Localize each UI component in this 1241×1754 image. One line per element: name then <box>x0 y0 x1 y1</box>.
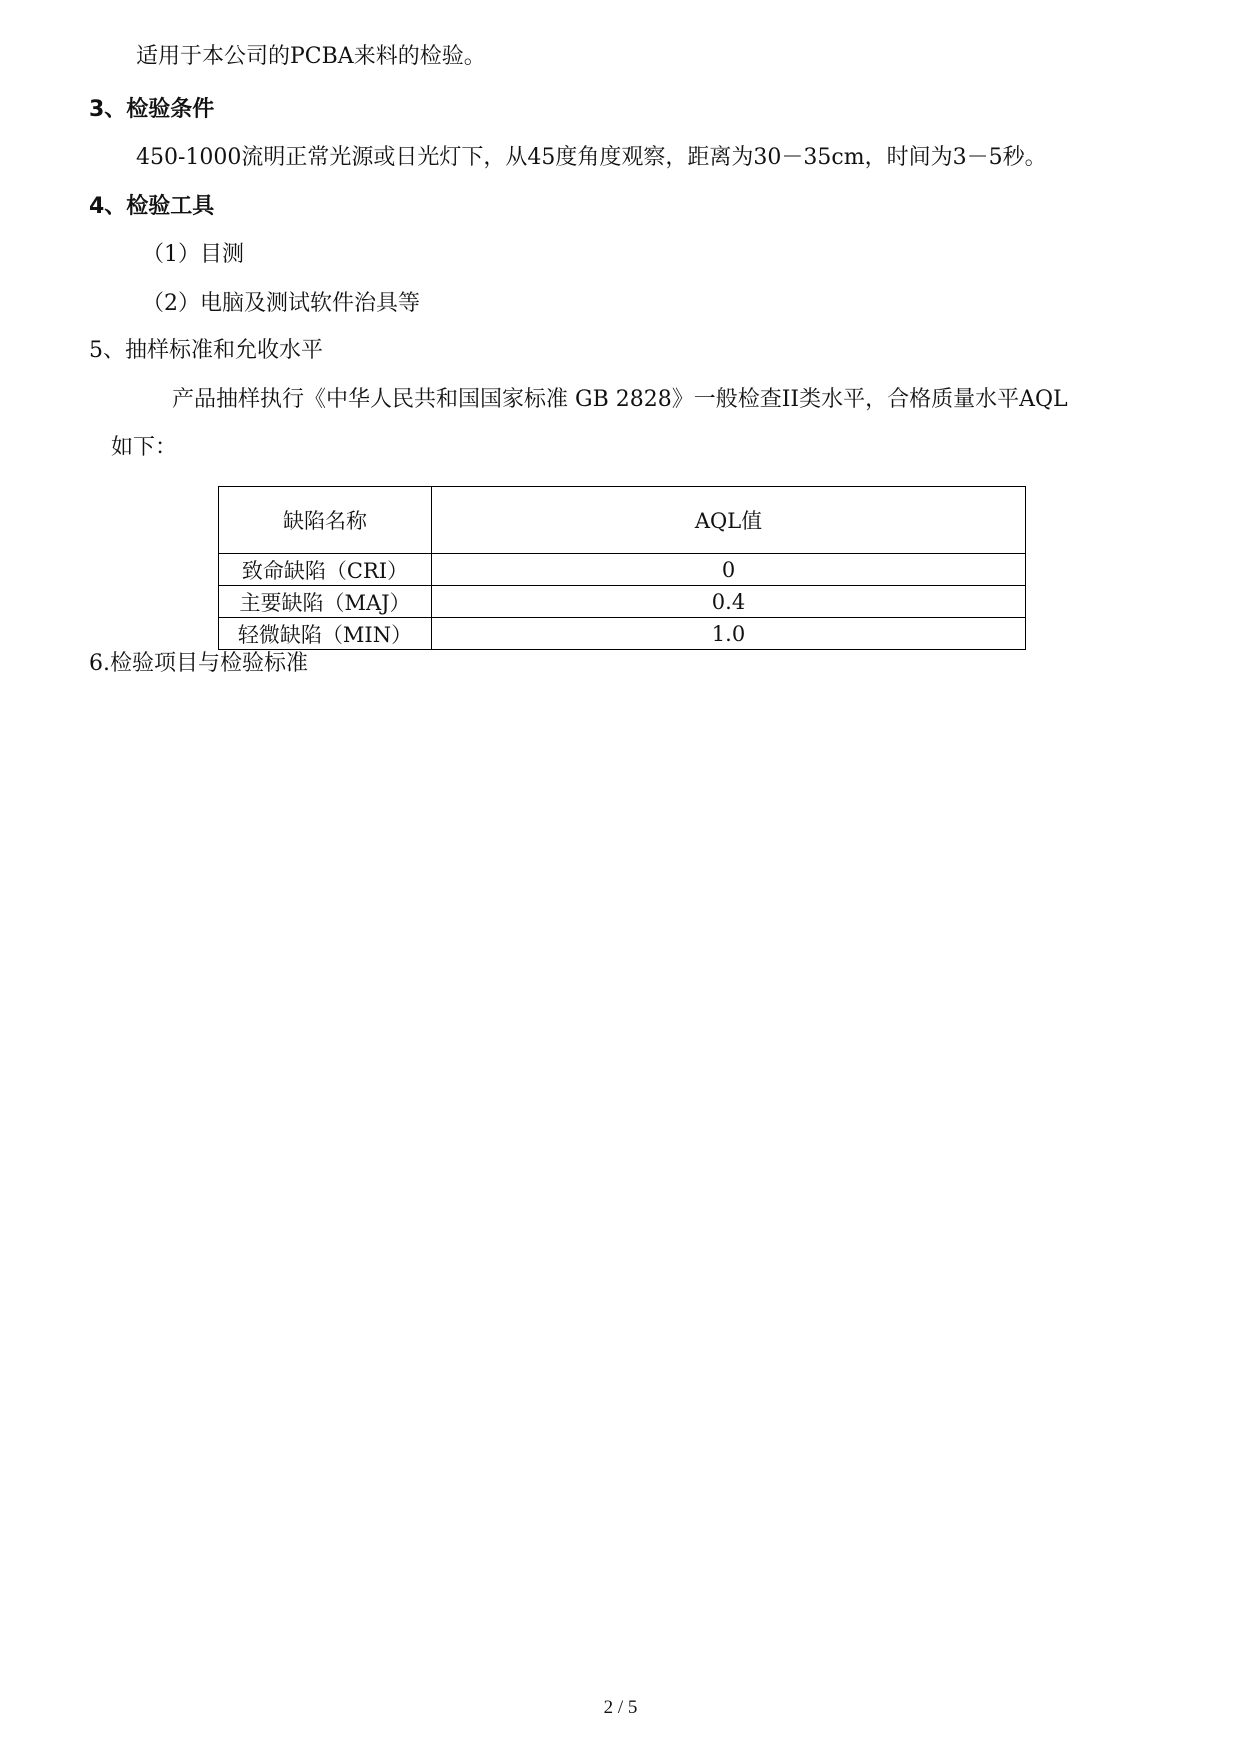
scope-text: 适用于本公司的PCBA来料的检验。 <box>136 44 486 69</box>
table-row <box>219 586 1026 618</box>
page-number: 2 / 5 <box>603 1697 638 1718</box>
section-3-text: 450-1000流明正常光源或日光灯下，从45度角度观察，距离为30－35cm，时间为3－5秒。 <box>136 145 1047 170</box>
defect-name-cell: 致命缺陷（CRI） <box>219 554 432 586</box>
section-5-text-line2: 如下： <box>111 435 178 460</box>
section-4-heading: 4、检验工具 <box>89 194 215 219</box>
header-defect-name: 缺陷名称 <box>219 487 432 554</box>
section-6-heading: 6.检验项目与检验标准 <box>89 651 308 676</box>
defect-name-cell: 主要缺陷（MAJ） <box>219 586 432 618</box>
header-aql-value: AQL值 <box>432 487 1026 554</box>
section-4-item-2: （2）电脑及测试软件治具等 <box>142 291 420 316</box>
section-5-heading: 5、抽样标准和允收水平 <box>89 338 323 363</box>
section-3-heading: 3、检验条件 <box>89 97 215 122</box>
aql-value-cell: 0.4 <box>432 586 1026 618</box>
aql-value-cell: 0 <box>432 554 1026 586</box>
table-row <box>219 618 1026 650</box>
aql-table <box>218 486 1026 650</box>
section-4-item-1: （1）目测 <box>142 242 244 267</box>
table-row <box>219 554 1026 586</box>
defect-name-cell: 轻微缺陷（MIN） <box>219 618 432 650</box>
aql-table-header-row <box>219 487 1026 554</box>
section-5-text-line1: 产品抽样执行《中华人民共和国国家标准 GB 2828》一般检查II类水平，合格质量水平AQL <box>172 387 1068 412</box>
aql-value-cell: 1.0 <box>432 618 1026 650</box>
